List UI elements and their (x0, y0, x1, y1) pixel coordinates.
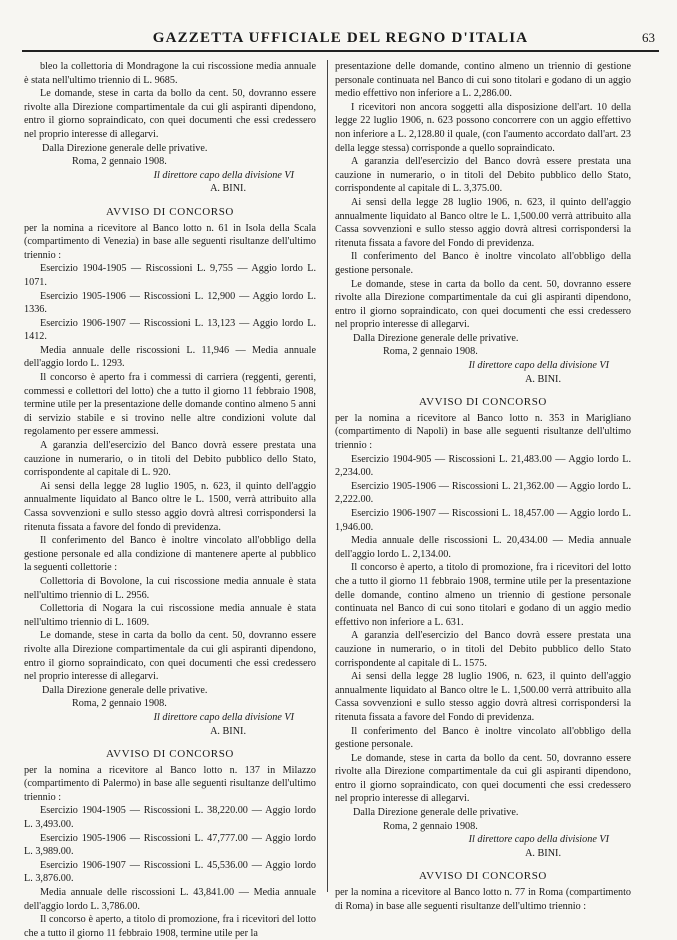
issuer: Dalla Direzione generale delle privative. (42, 684, 208, 696)
signature-title: Il direttore capo della divisione VI (153, 169, 294, 181)
date: Roma, 2 gennaio 1908. (72, 698, 167, 710)
paragraph: Il concorso è aperto, a titolo di promozione, fra i ricevitori del lotto che a tutto il giorno 11 febbraio 1908, termine utile per la (24, 914, 316, 939)
notice-heading: AVVISO DI CONCORSO (419, 396, 547, 409)
paragraph: A garanzia dell'esercizio del Banco dovrà essere prestata una cauzione in numerario, o in titoli del Debito pubblico dello Stato, corrispondente al capitale di L. 3,375.00. (335, 156, 631, 195)
date: Roma, 2 gennaio 1908. (72, 156, 167, 168)
paragraph: Le domande, stese in carta da bollo da cent. 50, dovranno essere rivolte alla Direzione compartimentale da cui gli aspiranti dipendono, entro il giorno sopraindicato, con quei documenti che essi credessero nel proprio interesse di allegarvi. (335, 278, 631, 331)
signature-name: A. BINI. (525, 847, 561, 859)
paragraph: Esercizio 1906-1907 — Riscossioni L. 45,536.00 — Aggio lordo L. 3,876.00. (24, 859, 316, 885)
paragraph: Il conferimento del Banco è inoltre vincolato all'obbligo della gestione personale ed alla condizione di mantenere aperte al pubblico la seguenti collettorie : (24, 535, 316, 574)
paragraph: Le domande, stese in carta da bollo da cent. 50, dovranno essere rivolte alla Direzione compartimentale da cui gli aspiranti dipendono, entro il giorno sopraindicato, con quei documenti che essi credessero nel proprio interesse di allegarvi. (24, 630, 316, 683)
issuer: Dalla Direzione generale delle privative. (42, 142, 208, 154)
paragraph: I ricevitori non ancora soggetti alla disposizione dell'art. 10 della legge 22 luglio 1906, n. 623 possono concorrere con un aggio effettivo non inferiore a L. 2,128.80 il quale, (con l'aumento accordato dall'art. 23 della legge stessa) corrisponde a quello sopraindicato. (335, 101, 631, 154)
paragraph: Ai sensi della legge 28 luglio 1905, n. 623, il quinto dell'aggio annualmente liquidato al Banco oltre le L. 1500, verrà attribuito alla Cassa sovvenzioni e sullo stesso aggio dovrà altresì corrispondersi la ritenuta fissata a favore del fondo di previdenza. (24, 480, 316, 533)
paragraph: per la nomina a ricevitore al Banco lotto n. 137 in Milazzo (compartimento di Palermo) in base alle seguenti risultanze dell'ultimo triennio : (24, 764, 316, 803)
paragraph: Media annuale delle riscossioni L. 43,841.00 — Media annuale dell'aggio lordo L. 3,786.00. (24, 887, 316, 912)
issuer: Dalla Direzione generale delle privative. (353, 807, 519, 819)
paragraph: Collettoria di Nogara la cui riscossione media annuale è stata nell'ultimo triennio di L. 1609. (24, 603, 316, 628)
signature-name: A. BINI. (525, 373, 561, 385)
paragraph: per la nomina a ricevitore al Banco lotto n. 353 in Marigliano (compartimento di Napoli) in base alle seguenti risultanze dell'ultimo triennio : (335, 412, 631, 452)
paragraph: Esercizio 1904-1905 — Riscossioni L. 9,755 — Aggio lordo L. 1071. (24, 263, 316, 288)
paragraph: Esercizio 1905-1906 — Riscossioni L. 47,777.00 — Aggio lordo L. 3,989.00. (24, 832, 316, 858)
paragraph: Media annuale delle riscossioni L. 20,434.00 — Media annuale dell'aggio lordo L. 2,134.00. (335, 535, 631, 560)
paragraph: Il conferimento del Banco è inoltre vincolato all'obbligo della gestione personale. (335, 725, 631, 751)
date: Roma, 2 gennaio 1908. (383, 820, 478, 832)
paragraph: A garanzia dell'esercizio del Banco dovrà essere prestata una cauzione in numerario, o in titoli del Debito pubblico dello Stato corrispondente al capitale di L. 1575. (335, 630, 631, 669)
paragraph: Esercizio 1906-1907 — Riscossioni L. 18,457.00 — Aggio lordo L. 1,946.00. (335, 508, 631, 533)
notice-heading: AVVISO DI CONCORSO (419, 870, 547, 883)
paragraph: Collettoria di Bovolone, la cui riscossione media annuale è stata nell'ultimo triennio di L. 2956. (24, 575, 316, 601)
paragraph: Esercizio 1905-1906 — Riscossioni L. 21,362.00 — Aggio lordo L. 2,222.00. (335, 480, 631, 506)
paragraph: Esercizio 1904-1905 — Riscossioni L. 38,220.00 — Aggio lordo L. 3,493.00. (24, 805, 316, 831)
paragraph: per la nomina a ricevitore al Banco lotto n. 61 in Isola della Scala (compartimento di Venezia) in base alle seguenti risultanze dell'ultimo triennio : (24, 222, 316, 261)
column-divider (327, 60, 328, 892)
paragraph: Ai sensi della legge 28 luglio 1906, n. 623, il quinto dell'aggio annualmente liquidato al Banco oltre le L. 1,500.00 verrà attribuito alla Cassa sovvenzioni e sullo stesso aggio dovrà altresì corrispondersi la ritenuta fissata a favore del Fondo di previdenza. (335, 671, 631, 723)
signature-title: Il direttore capo della divisione VI (468, 834, 609, 846)
signature-title: Il direttore capo della divisione VI (468, 360, 609, 372)
paragraph: presentazione delle domande, contino almeno un triennio di gestione personale continuata nel Banco di cui sono titolari e godano di un aggio medio effettivo non inferiore a L. 2,286.00. (335, 61, 631, 100)
paragraph: Ai sensi della legge 28 luglio 1906, n. 623, il quinto dell'aggio annualmente liquidato al Banco oltre le L. 1,500.00 verrà attribuito alla Cassa sovvenzioni e sullo stesso aggio dovrà altresì corrispondersi la ritenuta fissata a favore del Fondo di previdenza. (335, 196, 631, 249)
paragraph: Il conferimento del Banco è inoltre vincolato all'obbligo della gestione personale. (335, 251, 631, 276)
paragraph: Il concorso è aperto, a titolo di promozione, fra i ricevitori del lotto che a tutto il giorno 11 febbraio 1908, termine utile per la presentazione delle domande, contino almeno un triennio di gestione personale continuata nel Banco di cui sono titolari e godano di un aggio medio effettivo non inferiore a L. 631. (335, 562, 631, 628)
page-header (22, 28, 659, 52)
paragraph: Il concorso è aperto fra i commessi di carriera (reggenti, gerenti, commessi e collettori del lotto) che a tutto il giorno 11 febbraio 1908, termine utile per la presentazione delle domande contino almeno 5 anni di servizio stabile e si trovino nelle altre condizioni volute dal regolamento per essere ammessi. (24, 372, 316, 438)
page-title: GAZZETTA UFFICIALE DEL REGNO D'ITALIA (152, 30, 529, 46)
paragraph: Esercizio 1906-1907 — Riscossioni L. 13,123 — Aggio lordo L. 1412. (24, 317, 316, 343)
issuer: Dalla Direzione generale delle privative. (353, 332, 519, 344)
signature-name: A. BINI. (210, 183, 246, 195)
right-column (335, 60, 631, 913)
signature-title: Il direttore capo della divisione VI (153, 711, 294, 723)
paragraph: Media annuale delle riscossioni L. 11,946 — Media annuale dell'aggio lordo L. 1293. (24, 344, 316, 370)
date: Roma, 2 gennaio 1908. (383, 346, 478, 358)
paragraph: Esercizio 1905-1906 — Riscossioni L. 12,900 — Aggio lordo L. 1336. (24, 290, 316, 316)
left-column (24, 60, 316, 940)
paragraph: Esercizio 1904-905 — Riscossioni L. 21,483.00 — Aggio lordo L. 2,234.00. (335, 453, 631, 479)
notice-heading: AVVISO DI CONCORSO (106, 748, 234, 761)
notice-heading: AVVISO DI CONCORSO (106, 205, 234, 218)
paragraph: A garanzia dell'esercizio del Banco dovrà essere prestata una cauzione in numerario, o in titoli del Debito pubblico dello Stato, corrispondente al capitale di L. 920. (24, 440, 316, 479)
paragraph: Le domande, stese in carta da bollo da cent. 50, dovranno essere rivolte alla Direzione compartimentale da cui gli aspiranti dipendono, entro il giorno sopraindicato, con quei documenti che essi credessero nel proprio interesse di allegarvi. (335, 752, 631, 805)
paragraph: bleo la collettoria di Mondragone la cui riscossione media annuale è stata nell'ultimo triennio di L. 9685. (24, 61, 316, 86)
paragraph: Le domande, stese in carta da bollo da cent. 50, dovranno essere rivolte alla Direzione compartimentale da cui gli aspiranti dipendono, entro il giorno sopraindicato, con quei documenti che essi credessero nel proprio interesse di allegarvi. (24, 88, 316, 140)
signature-name: A. BINI. (210, 725, 246, 737)
page-number: 63 (642, 30, 655, 45)
paragraph: per la nomina a ricevitore al Banco lotto n. 77 in Roma (compartimento di Roma) in base alle seguenti risultanze dell'ultimo triennio : (335, 887, 631, 912)
